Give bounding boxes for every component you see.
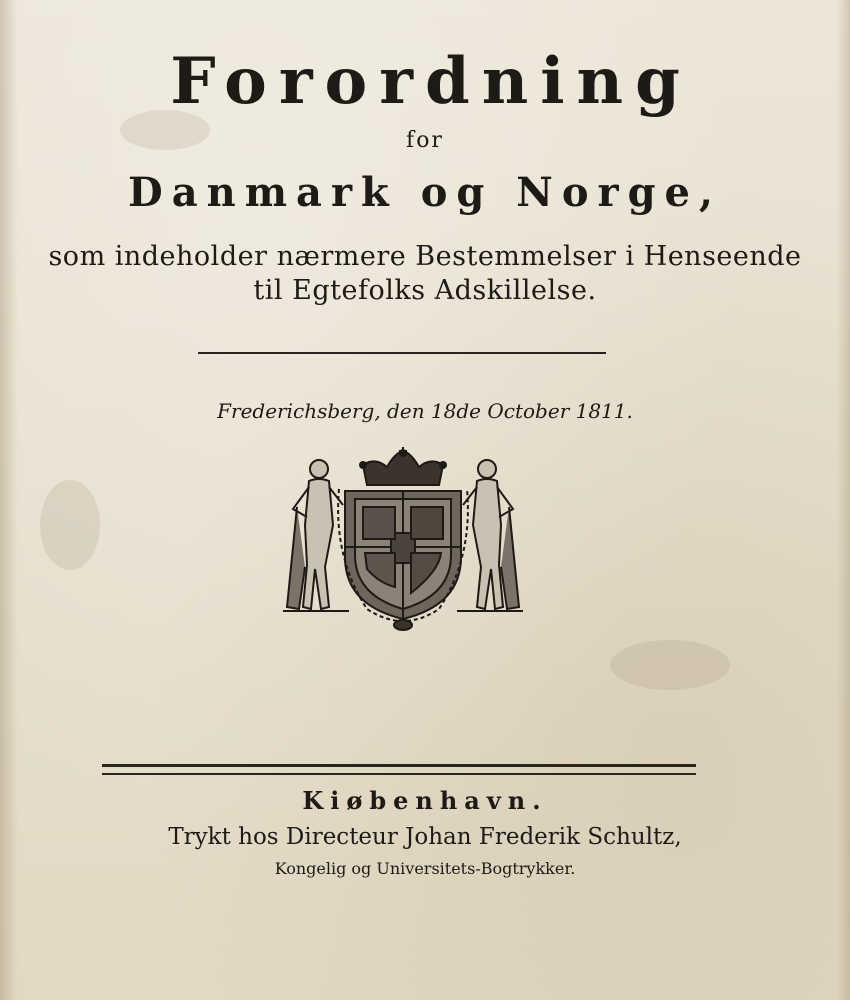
imprint-city: Kiøbenhavn.: [302, 786, 548, 815]
double-divider-rule: [102, 764, 696, 775]
document-title: Forordning: [170, 44, 692, 119]
divider-rule: [198, 352, 606, 354]
paper-stain: [40, 480, 100, 570]
subtitle-line-1: som indeholder nærmere Bestemmelser i Henseende: [48, 241, 802, 272]
place-date-line: Frederichsberg, den 18de October 1811.: [217, 399, 633, 423]
royal-coat-of-arms-icon: [283, 447, 523, 635]
title-preposition: for: [406, 128, 444, 153]
imprint-printer: Trykt hos Directeur Johan Frederik Schultz,: [168, 824, 682, 850]
paper-stain: [610, 640, 730, 690]
imprint-printer-title: Kongelig og Universitets-Bogtrykker.: [274, 859, 576, 878]
country-heading: Danmark og Norge,: [128, 169, 722, 216]
subtitle-line-2: til Egtefolks Adskillelse.: [253, 275, 597, 306]
